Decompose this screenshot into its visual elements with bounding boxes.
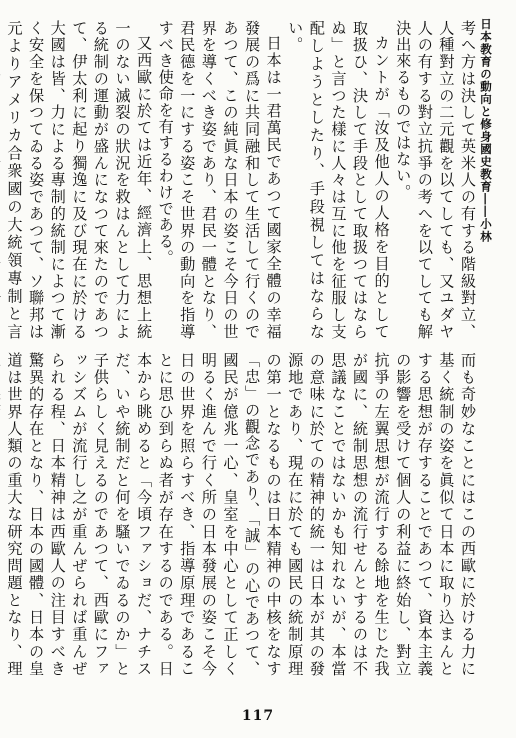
paragraph: 又西歐に於ては近年、經濟上、思想上統一のない滅裂の狀況を救はんとして力による統制の運動が盛んになつて來たのであつて、伊太利に起り獨逸に及び現在に於ける大國は皆、力による專制的統制によつて漸く安全を保つてゐる姿であつて、ソ聯邦は元よりアメリカ合衆國の大統領專制と言 bbox=[5, 20, 154, 340]
paragraph: カントが「汝及他人の人格を目的として取扱ひ、決して手段として取扱つてはならぬ」と言つた樣に人々は互に他を征服し支配しようとしたり、手段視してはならない。 bbox=[286, 20, 391, 340]
paragraph: 而も奇妙なことにはこの西歐に於ける力に基く統制の姿を眞似て日本に取り込まんとする思想が存することであつて、資本主義の影響を受けて個人の利益に終始し、對立抗爭の左翼思想が流行する餘地を生じた我が國に、統制思想の流行せんとするのは不思議なことではないかも知れないが、本當の意味に於ての精神的統一は日本が其の發源地であり、現在に於ても國民の統制原理の第一となるものは日本精神の中核をなす「忠」の觀念であり、「誠」の心であつて、國民が億兆一心、皇室を中心として正しく明るく進んで行く所の日本發展の姿こそ今日の世界を照らすべき、指導原理であることに思ひ到らぬ者が存在するのである。日本から眺めると「今頃ファショだ、ナチスだ、いや統制だと何を騷いでゐるのか」と子供らしく見えるのであつて、西歐にファッシズムが流行し之が重んぜられば重んぜられる程、日本精神は西歐人の注目すべき驚異的存在となり、日本の國體、日本の皇道は世界人類の重大な研究問題となり、理 bbox=[5, 352, 477, 677]
running-header: 日本教育の動向と修身國史教育――小林 bbox=[479, 18, 493, 243]
page-number: 117 bbox=[241, 708, 275, 724]
upper-text-block bbox=[5, 20, 478, 340]
paragraph: 考へ方は決して英米人の有する階級對立、人種對立の二元觀を以てしても、又ユダヤ人の有する對立抗爭の考へを以てしても解決出來るものではない。 bbox=[394, 20, 477, 340]
paragraph: 日本は一君萬民であつて國家全體の幸福發展の爲に共同融和して生活して行くのであつて、この純眞な日本の姿こそ今日の世界を導くべき姿であり、君民一體となり、君民德を一にする姿こそ世界の動向を指導すべき使命を有するわけである。 bbox=[156, 20, 283, 340]
lower-text-block bbox=[5, 352, 478, 677]
